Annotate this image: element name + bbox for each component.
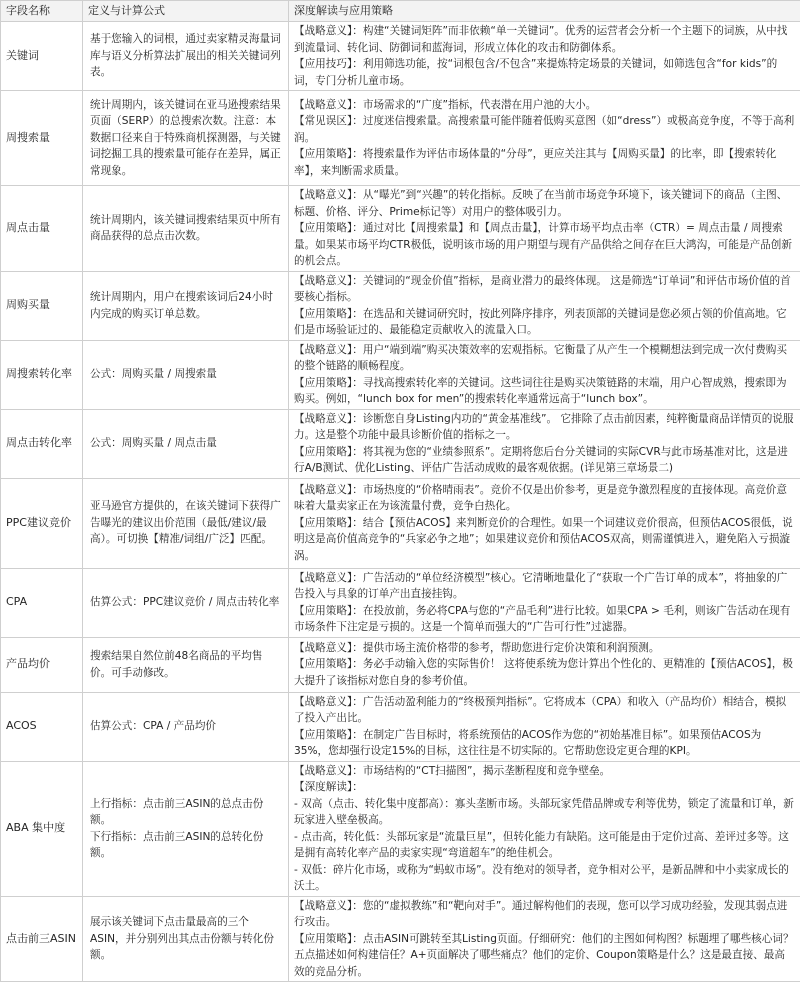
- definition-cell: 公式：周购买量 / 周搜索量: [83, 340, 289, 409]
- table-row: [1, 271, 800, 340]
- header-definition: 定义与计算公式: [83, 1, 289, 22]
- field-name-cell: 周搜索量: [1, 91, 83, 186]
- strategy-cell: [289, 637, 800, 692]
- strategy-cell: [289, 409, 800, 478]
- strategy-paragraph: 【战略意义】：从“曝光”到“兴趣”的转化指标。反映了在当前市场竞争环境下，该关键词下的商品（主图、标题、价格、评分、Prime标记等）对用户的整体吸引力。: [294, 189, 788, 218]
- strategy-paragraph: 【战略意义】：广告活动的“单位经济模型”核心。它清晰地量化了“获取一个广告订单的成本”，将抽象的广告投入与具象的订单产出直接挂钩。: [294, 571, 788, 600]
- strategy-cell: [289, 186, 800, 272]
- definition-cell: 统计周期内，用户在搜索该词后24小时内完成的购买订单总数。: [83, 271, 289, 340]
- strategy-paragraph: 【战略意义】：关键词的“现金价值”指标，是商业潜力的最终体现。 这是筛选“订单词”和评估市场价值的首要核心指标。: [294, 274, 791, 303]
- strategy-paragraph: 【应用策略】：务必手动输入您的实际售价！ 这将使系统为您计算出个性化的、更精准的【预估ACOS】，极大提升了该指标对您自身的参考价值。: [294, 658, 794, 687]
- strategy-paragraph: 【战略意义】：提供市场主流价格带的参考，帮助您进行定价决策和利润预测。: [294, 641, 660, 654]
- definition-cell: 统计周期内，该关键词在亚马逊搜索结果页面（SERP）的总搜索次数。注意：本数据口径来自于特殊商机探测器，与关键词挖掘工具的搜索量可能存在差异，属正常现象。: [83, 91, 289, 186]
- definition-cell: 估算公式：PPC建议竞价 / 周点击转化率: [83, 568, 289, 637]
- strategy-paragraph: 【应用策略】：通过对比【周搜索量】和【周点击量】，计算市场平均点击率（CTR）= 周点击量 / 周搜索量。如果某市场平均CTR极低，说明该市场的用户期望与现有产品供给之间存在巨大鸿沟，可能是产品创新的机会点。: [294, 222, 792, 267]
- strategy-paragraph: 【常见误区】：过度迷信搜索量。高搜索量可能伴随着低购买意图（如“dress”）或极高竞争度，不等于高利润。: [294, 115, 795, 144]
- strategy-paragraph: 【应用策略】：结合【预估ACOS】来判断竞价的合理性。如果一个词建议竞价很高，但预估ACOS很低，说明这是高价值高竞争的“兵家必争之地”；如果建议竞价和预估ACOS双高，则需谨慎进入，避免陷入亏损漩涡。: [294, 516, 793, 562]
- table-row: [1, 22, 800, 91]
- strategy-paragraph: 【战略意义】：用户“端到端”购买决策效率的宏观指标。它衡量了从产生一个模糊想法到完成一次付费购买的整个链路的顺畅程度。: [294, 343, 787, 372]
- table-row: [1, 478, 800, 568]
- strategy-paragraph: - 双低：碎片化市场，或称为“蚂蚁市场”。没有绝对的领导者，竞争相对公平，是新品牌和中小卖家成长的沃土。: [294, 863, 789, 892]
- table-row: [1, 186, 800, 272]
- definition-cell: 统计周期内，该关键词搜索结果页中所有商品获得的总点击次数。: [83, 186, 289, 272]
- field-name-cell: CPA: [1, 568, 83, 637]
- strategy-cell: [289, 478, 800, 568]
- strategy-paragraph: 【战略意义】：市场结构的“CT扫描图”，揭示垄断程度和竞争壁垒。: [294, 764, 611, 777]
- table-row: [1, 409, 800, 478]
- strategy-paragraph: 【应用策略】：将其视为您的“业绩参照系”。定期将您后台分关键词的实际CVR与此市场基准对比，这是进行A/B测试、优化Listing、评估广告活动成败的最客观依据。(详见第三章场景二): [294, 445, 788, 474]
- strategy-paragraph: 【战略意义】：构建“关键词矩阵”而非依赖“单一关键词”。优秀的运营者会分析一个主题下的词族，从中找到流量词、转化词、防御词和蓝海词，形成立体化的攻击和防御体系。: [294, 25, 788, 54]
- definition-cell: 亚马逊官方提供的，在该关键词下获得广告曝光的建议出价范围（最低/建议/最高）。可切换【精准/词组/广泛】匹配。: [83, 478, 289, 568]
- strategy-paragraph: 【战略意义】：诊断您自身Listing内功的“黄金基准线”。 它排除了点击前因素，纯粹衡量商品详情页的说服力。这是整个功能中最具诊断价值的指标之一。: [294, 412, 794, 441]
- strategy-cell: [289, 340, 800, 409]
- definition-cell: 基于您输入的词根，通过卖家精灵海量词库与语义分析算法扩展出的相关关键词列表。: [83, 22, 289, 91]
- field-name-cell: 周点击转化率: [1, 409, 83, 478]
- table-row: [1, 340, 800, 409]
- strategy-paragraph: 【应用策略】：点击ASIN可跳转至其Listing页面。仔细研究：他们的主图如何构图？标题埋了哪些核心词？五点描述如何构建信任？A+页面解决了哪些痛点？他们的定价、Coupon策略是什么？这是最直接、最高效的竞品分析。: [294, 932, 794, 978]
- strategy-paragraph: 【战略意义】：市场热度的“价格晴雨表”。竞价不仅是出价参考，更是竞争激烈程度的直接体现。高竞价意味着大量卖家正在为该流量付费，竞争白热化。: [294, 483, 787, 513]
- strategy-paragraph: 【应用策略】：在投放前，务必将CPA与您的“产品毛利”进行比较。如果CPA > 毛利，则该广告活动在现有市场条件下注定是亏损的。这是一个简单而强大的“广告可行性”过滤器。: [294, 604, 791, 633]
- field-name-cell: 周购买量: [1, 271, 83, 340]
- strategy-cell: [289, 761, 800, 896]
- strategy-paragraph: - 双高（点击、转化集中度都高）：寡头垄断市场。头部玩家凭借品牌或专利等优势，锁定了流量和订单，新玩家进入壁垒极高。: [294, 797, 794, 826]
- field-name-cell: 关键词: [1, 22, 83, 91]
- strategy-cell: [289, 896, 800, 982]
- strategy-paragraph: 【应用策略】：寻找高搜索转化率的关键词。这些词往往是购买决策链路的末端，用户心智成熟，搜索即为购买。例如，“lunch box for men”的搜索转化率通常远高于“lunch box”。: [294, 376, 787, 405]
- table-row: [1, 896, 800, 982]
- field-name-cell: 周点击量: [1, 186, 83, 272]
- field-name-cell: PPC建议竞价: [1, 478, 83, 568]
- strategy-paragraph: 【战略意义】：您的“虚拟教练”和“靶向对手”。通过解构他们的表现，您可以学习成功经验，发现其弱点进行攻击。: [294, 899, 788, 928]
- strategy-cell: [289, 271, 800, 340]
- table-row: [1, 91, 800, 186]
- strategy-cell: [289, 568, 800, 637]
- strategy-paragraph: 【应用技巧】：利用筛选功能，按“词根包含/不包含”来提炼特定场景的关键词，如筛选包含“for kids”的词，专门分析儿童市场。: [294, 58, 778, 87]
- header-field-name: 字段名称: [1, 1, 83, 22]
- definition-cell: 估算公式：CPA / 产品均价: [83, 692, 289, 761]
- table-row: [1, 637, 800, 692]
- strategy-paragraph: - 点击高，转化低：头部玩家是“流量巨星”，但转化能力有缺陷。这可能是由于定价过高、差评过多等。这是拥有高转化率产品的卖家实现“弯道超车”的绝佳机会。: [294, 830, 789, 859]
- definition-cell: 搜索结果自然位前48名商品的平均售价。可手动修改。: [83, 637, 289, 692]
- header-strategy: 深度解读与应用策略: [289, 1, 800, 22]
- strategy-cell: [289, 692, 800, 761]
- strategy-paragraph: 【深度解读】：: [294, 781, 363, 793]
- definition-cell: 上行指标：点击前三ASIN的总点击份额。 下行指标：点击前三ASIN的总转化份额。: [83, 761, 289, 896]
- strategy-paragraph: 【战略意义】：广告活动盈利能力的“终极预判指标”。它将成本（CPA）和收入（产品均价）相结合，模拟了投入产出比。: [294, 695, 787, 724]
- field-name-cell: 周搜索转化率: [1, 340, 83, 409]
- table-row: [1, 692, 800, 761]
- field-name-cell: ACOS: [1, 692, 83, 761]
- field-name-cell: 点击前三ASIN: [1, 896, 83, 982]
- definition-cell: 公式：周购买量 / 周点击量: [83, 409, 289, 478]
- table-header-row: [1, 1, 800, 22]
- strategy-cell: [289, 91, 800, 186]
- strategy-paragraph: 【应用策略】：在制定广告目标时，将系统预估的ACOS作为您的“初始基准目标”。如果预估ACOS为35%，您却强行设定15%的目标，这往往是不切实际的。它帮助您设定更合理的KPI。: [294, 728, 762, 757]
- table-row: [1, 568, 800, 637]
- strategy-paragraph: 【应用策略】：在选品和关键词研究时，按此列降序排序，列表顶部的关键词是您必须占领的价值高地。它们是市场验证过的、最能稳定贡献收入的流量入口。: [294, 307, 787, 336]
- strategy-cell: [289, 22, 800, 91]
- table-row: [1, 761, 800, 896]
- strategy-paragraph: 【应用策略】：将搜索量作为评估市场体量的“分母”，更应关注其与【周购买量】的比率，即【搜索转化率】，来判断需求质量。: [294, 148, 777, 177]
- field-name-cell: ABA 集中度: [1, 761, 83, 896]
- field-name-cell: 产品均价: [1, 637, 83, 692]
- strategy-paragraph: 【战略意义】：市场需求的“广度”指标，代表潜在用户池的大小。: [294, 98, 597, 111]
- definition-cell: 展示该关键词下点击量最高的三个ASIN，并分别列出其点击份额与转化份额。: [83, 896, 289, 982]
